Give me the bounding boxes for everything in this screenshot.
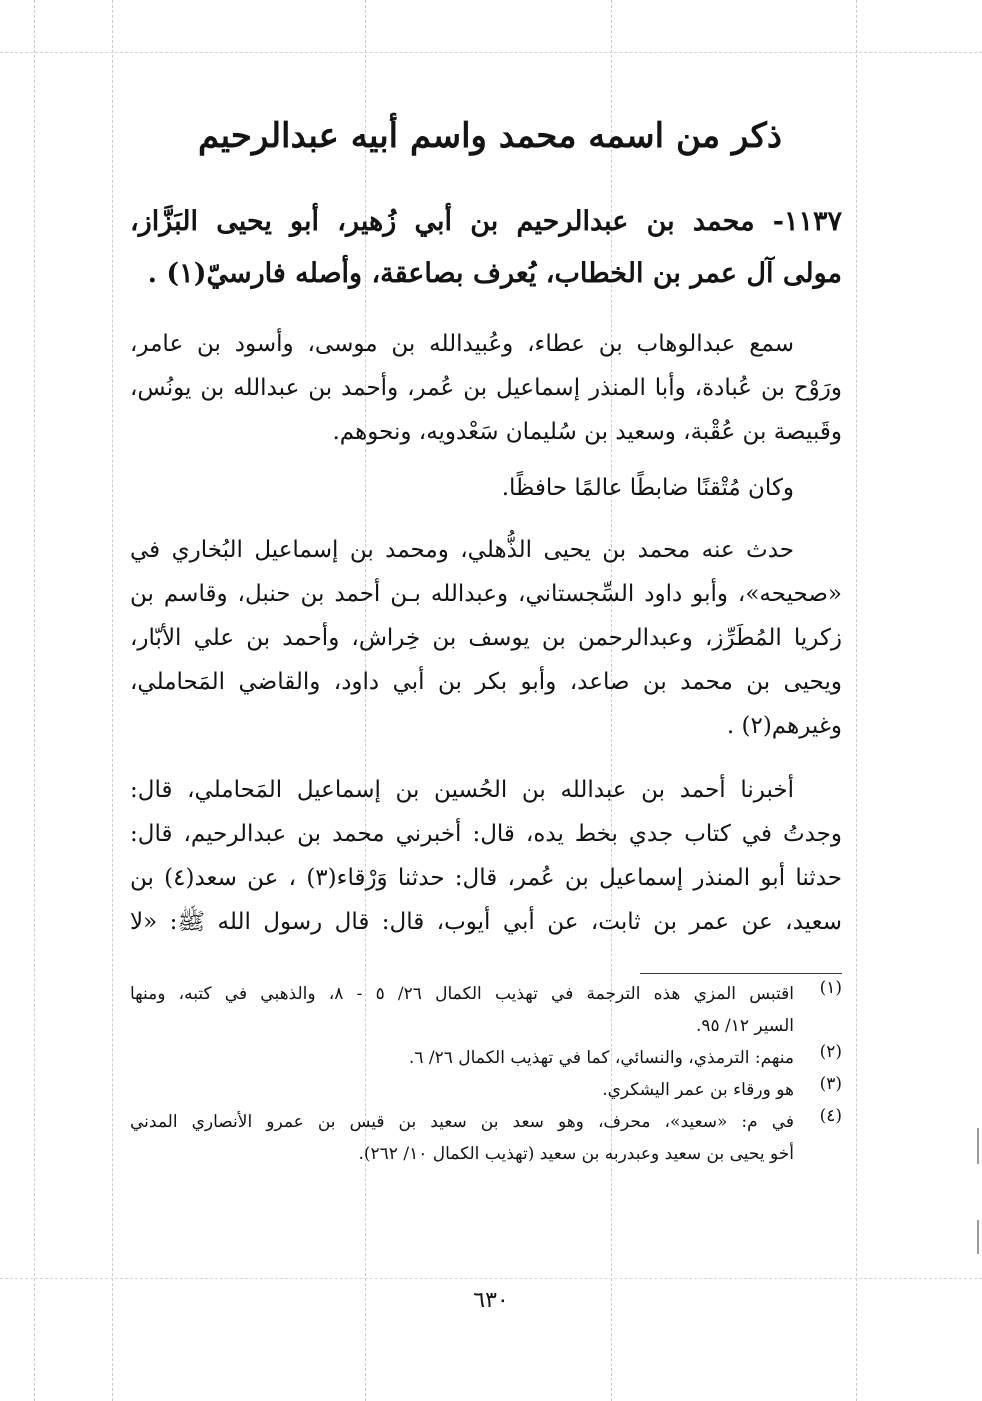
footnote <box>130 1042 842 1074</box>
text-line: حدثنا أبو المنذر إسماعيل بن عُمر، قال: حدثنا وَرْقاء(٣) ، عن سعد(٤) بن <box>130 865 842 891</box>
entry-header <box>130 196 842 300</box>
footnote-number: (٤) <box>819 1106 842 1126</box>
text-line: وقَبيصة بن عُقْبة، وسعيد بن سُليمان سَعْدويه، ونحوهم. <box>332 419 842 445</box>
page-number: ٦٣٠ <box>473 1288 509 1313</box>
text-line: «صحيحه»، وأبو داود السِّجستاني، وعبدالله بـن أحمد بن حنبل، وقاسم بن <box>130 581 842 607</box>
text-line: أخبرنا أحمد بن عبدالله بن الحُسين بن إسماعيل المَحاملي، قال: <box>130 777 794 803</box>
section-heading: ذكر من اسمه محمد واسم أبيه عبدالرحيم <box>198 116 782 156</box>
footnote-number: (١) <box>819 978 842 998</box>
text-line: ويحيى بن محمد بن صاعد، وأبو بكر بن أبي داود، والقاضي المَحاملي، <box>130 669 842 695</box>
paragraph-students <box>130 528 842 748</box>
footnote <box>130 1106 842 1170</box>
text-line: سمع عبدالوهاب بن عطاء، وعُبيدالله بن موسى، وأسود بن عامر، <box>130 331 794 357</box>
scan-guide-line <box>0 1278 982 1279</box>
footnote-line: هو ورقاء بن عمر اليشكري. <box>602 1080 794 1100</box>
footnote-line: السير ١٢/ ٩٥. <box>695 1016 794 1036</box>
text-line: وكان مُتْقنًا ضابطًا عالمًا حافظًا. <box>501 475 794 501</box>
footnote-line: في م: «سعيد»، محرف، وهو سعد بن سعيد بن قيس بن عمرو الأنصاري المدني <box>130 1112 794 1132</box>
entry-line: ١١٣٧- محمد بن عبدالرحيم بن أبي زُهير، أبو يحيى البَزَّاز، <box>130 206 842 237</box>
entry-line: مولى آل عمر بن الخطاب، يُعرف بصاعقة، وأصله فارسيّ(١) . <box>147 258 842 289</box>
paragraph-teachers <box>130 322 842 454</box>
text-line: حدث عنه محمد بن يحيى الذُّهلي، ومحمد بن إسماعيل البُخاري في <box>130 537 794 563</box>
footnote-line: منهم: الترمذي، والنسائي، كما في تهذيب الكمال ٢٦/ ٦. <box>408 1048 794 1068</box>
footnote-line: اقتبس المزي هذه الترجمة في تهذيب الكمال ٢٦/ ٥ - ٨، والذهبي في كتبه، ومنها <box>130 984 794 1004</box>
text-line: سعيد، عن عمر بن ثابت، عن أبي أيوب، قال: قال رسول الله ﷺ: «لا <box>130 909 842 935</box>
scan-guide-line <box>112 0 113 1401</box>
paragraph-isnad <box>130 768 842 944</box>
scan-guide-line <box>34 0 35 1401</box>
footnote <box>130 978 842 1042</box>
footnote-number: (٣) <box>819 1074 842 1094</box>
footnote-line: أخو يحيى بن سعيد وعبدربه بن سعيد (تهذيب الكمال ١٠/ ٢٦٢). <box>358 1144 794 1164</box>
text-line: وغيرهم(٢) . <box>726 713 842 739</box>
footnote-number: (٢) <box>819 1042 842 1062</box>
text-line: زكريا المُطَرِّز، وعبدالرحمن بن يوسف بن خِراش، وأحمد بن علي الأبّار، <box>130 625 842 651</box>
text-line: وجدتُ في كتاب جدي بخط يده، قال: أخبرني محمد بن عبدالرحيم، قال: <box>130 821 842 847</box>
scan-edge-mark <box>977 1220 979 1254</box>
paragraph-description <box>130 466 842 510</box>
text-line: ورَوْح بن عُبادة، وأبا المنذر إسماعيل بن عُمر، وأحمد بن عبدالله بن يونُس، <box>130 375 842 401</box>
footnote <box>130 1074 842 1106</box>
footnotes <box>130 978 842 1170</box>
scan-guide-line <box>0 52 982 53</box>
scan-guide-line <box>856 0 857 1401</box>
footnote-separator <box>640 973 842 974</box>
scan-edge-mark <box>977 1128 979 1164</box>
